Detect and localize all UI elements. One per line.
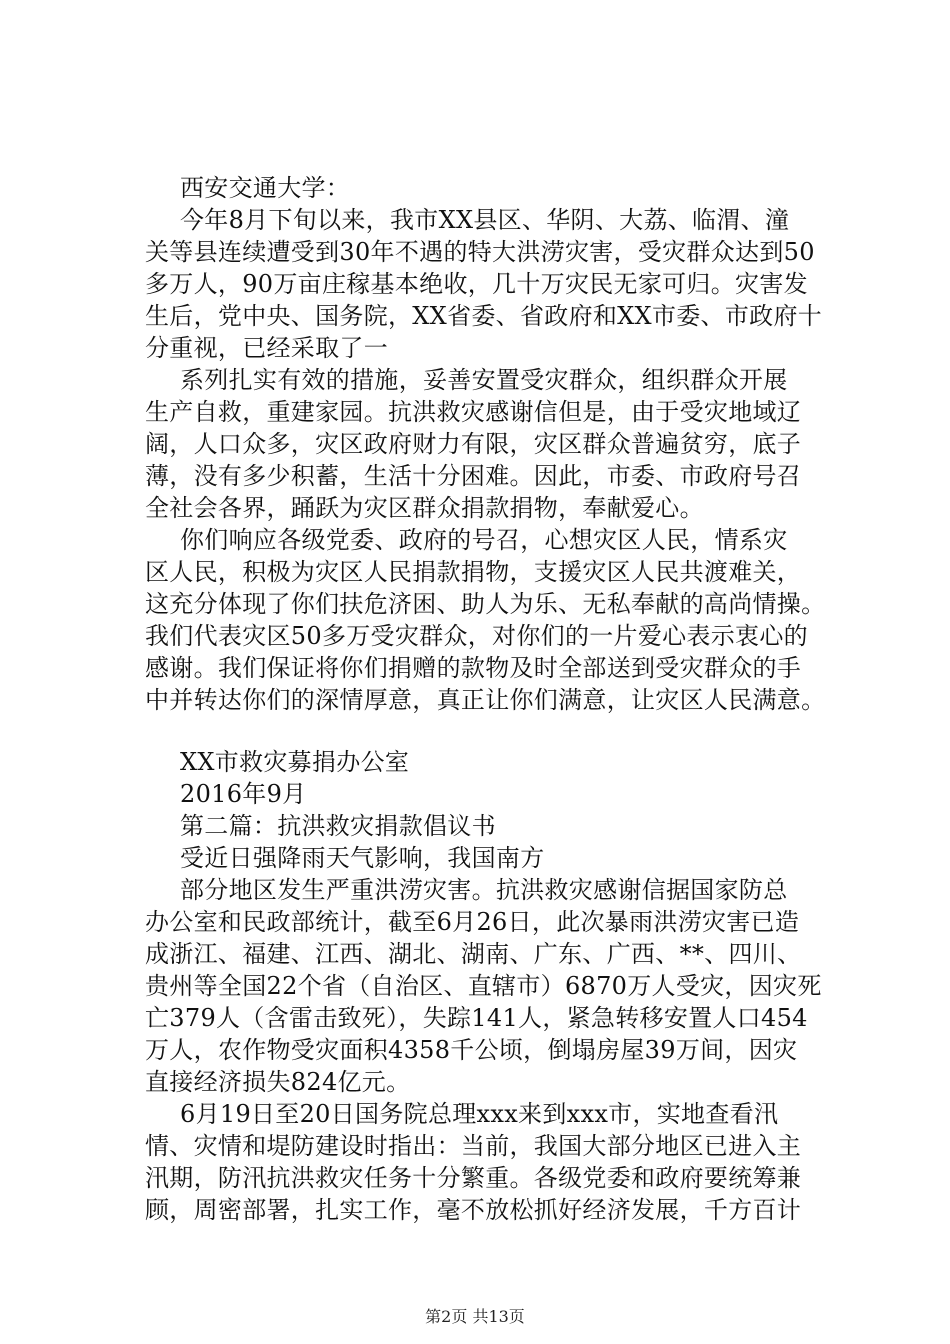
text-line: 生后，党中央、国务院，XX省委、省政府和XX市委、市政府十 bbox=[145, 302, 823, 330]
text-line: 中并转达你们的深情厚意，真正让你们满意，让灾区人民满意。 bbox=[145, 686, 826, 714]
text-line: 系列扎实有效的措施，妥善安置受灾群众，组织群众开展 bbox=[180, 366, 788, 394]
text-line: 情、灾情和堤防建设时指出：当前，我国大部分地区已进入主 bbox=[145, 1132, 802, 1160]
text-line: 万人，农作物受灾面积4358千公顷，倒塌房屋39万间，因灾 bbox=[145, 1036, 798, 1064]
text-line: 多万人，90万亩庄稼基本绝收，几十万灾民无家可归。灾害发 bbox=[145, 270, 808, 298]
text-line: 部分地区发生严重洪涝灾害。抗洪救灾感谢信据国家防总 bbox=[180, 876, 788, 904]
text-line: 贵州等全国22个省（自治区、直辖市）6870万人受灾，因灾死 bbox=[145, 972, 822, 1000]
text-line: 生产自救，重建家园。抗洪救灾感谢信但是，由于受灾地域辽 bbox=[145, 398, 802, 426]
text-line: 阔，人口众多，灾区政府财力有限，灾区群众普遍贫穷，底子 bbox=[145, 430, 802, 458]
text-line: 汛期，防汛抗洪救灾任务十分繁重。各级党委和政府要统筹兼 bbox=[145, 1164, 802, 1192]
text-line: 区人民，积极为灾区人民捐款捐物，支援灾区人民共渡难关， bbox=[145, 558, 802, 586]
section-heading: 第二篇：抗洪救灾捐款倡议书 bbox=[180, 812, 496, 840]
text-line: 关等县连续遭受到30年不遇的特大洪涝灾害，受灾群众达到50 bbox=[145, 238, 815, 266]
text-line: 成浙江、福建、江西、湖北、湖南、广东、广西、**、四川、 bbox=[145, 940, 802, 968]
text-line: 分重视，已经采取了一 bbox=[145, 334, 388, 362]
text-line: 亡379人（含雷击致死），失踪141人，紧急转移安置人口454 bbox=[145, 1004, 808, 1032]
text-line: 受近日强降雨天气影响，我国南方 bbox=[180, 844, 545, 872]
text-line: 我们代表灾区50多万受灾群众，对你们的一片爱心表示衷心的 bbox=[145, 622, 808, 650]
text-line: 你们响应各级党委、政府的号召，心想灾区人民，情系灾 bbox=[180, 526, 788, 554]
text-line: 全社会各界，踊跃为灾区群众捐款捐物，奉献爱心。 bbox=[145, 494, 704, 522]
text-line: 感谢。我们保证将你们捐赠的款物及时全部送到受灾群众的手 bbox=[145, 654, 802, 682]
text-line: 这充分体现了你们扶危济困、助人为乐、无私奉献的高尚情操。 bbox=[145, 590, 826, 618]
page-number: 第2页 共13页 bbox=[425, 1307, 525, 1326]
text-line: 6月19日至20日国务院总理xxx来到xxx市，实地查看汛 bbox=[180, 1100, 779, 1128]
signature-office: XX市救灾募捐办公室 bbox=[180, 748, 410, 776]
text-line: 今年8月下旬以来，我市XX县区、华阴、大荔、临渭、潼 bbox=[180, 206, 790, 234]
text-line: 办公室和民政部统计，截至6月26日，此次暴雨洪涝灾害已造 bbox=[145, 908, 800, 936]
signature-date: 2016年9月 bbox=[180, 780, 307, 808]
text-line: 薄，没有多少积蓄，生活十分困难。因此，市委、市政府号召 bbox=[145, 462, 802, 490]
text-line: 直接经济损失824亿元。 bbox=[145, 1068, 411, 1096]
salutation: 西安交通大学： bbox=[180, 174, 351, 202]
text-line: 顾，周密部署，扎实工作，毫不放松抓好经济发展，千方百计 bbox=[145, 1196, 802, 1224]
